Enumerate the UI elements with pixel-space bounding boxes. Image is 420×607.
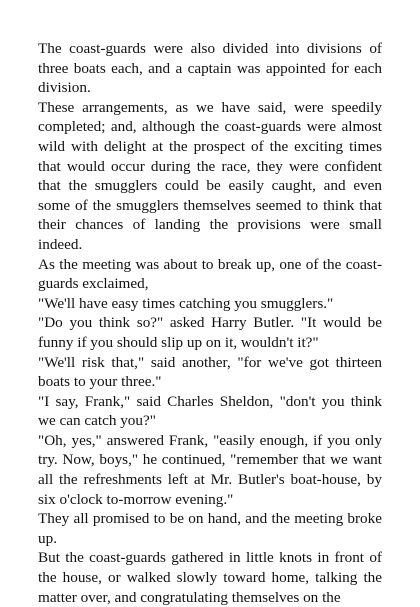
- paragraph-4: "We'll have easy times catching you smugglers.": [38, 294, 334, 312]
- paragraph-7: "I say, Frank," said Charles Sheldon, "don't you think we can catch you?": [38, 392, 382, 430]
- paragraph-3: As the meeting was about to break up, one of the coast-guards exclaimed,: [38, 255, 382, 293]
- paragraph-5: "Do you think so?" asked Harry Butler. "It would be funny if you should slip up on it, wouldn't it?": [38, 314, 382, 351]
- document-page: [38, 39, 382, 607]
- paragraph-8: "Oh, yes," answered Frank, "easily enough, if you only try. Now, boys," he continued, "remember that we want all the refreshments left at Mr. Butler's boat-house, by six o'clock to-morrow evening.": [38, 431, 382, 508]
- paragraph-6: "We'll risk that," said another, "for we've got thirteen boats to your three.": [38, 353, 382, 391]
- paragraph-2: These arrangements, as we have said, were speedily completed; and, although the coast-guards were almost wild with delight at the prospect of the exciting times that would occur during the race, they were confident that the smugglers could be easily caught, and even some of the smugglers themselves seemed to think that their chances of landing the provisions were small indeed.: [38, 98, 382, 253]
- paragraph-10: But the coast-guards gathered in little knots in front of the house, or walked slowly toward home, talking the matter over, and congratulating themselves on the: [38, 549, 382, 606]
- paragraph-1: The coast-guards were also divided into divisions of three boats each, and a captain was appointed for each division.: [38, 40, 382, 97]
- paragraph-9: They all promised to be on hand, and the meeting broke up.: [38, 510, 382, 547]
